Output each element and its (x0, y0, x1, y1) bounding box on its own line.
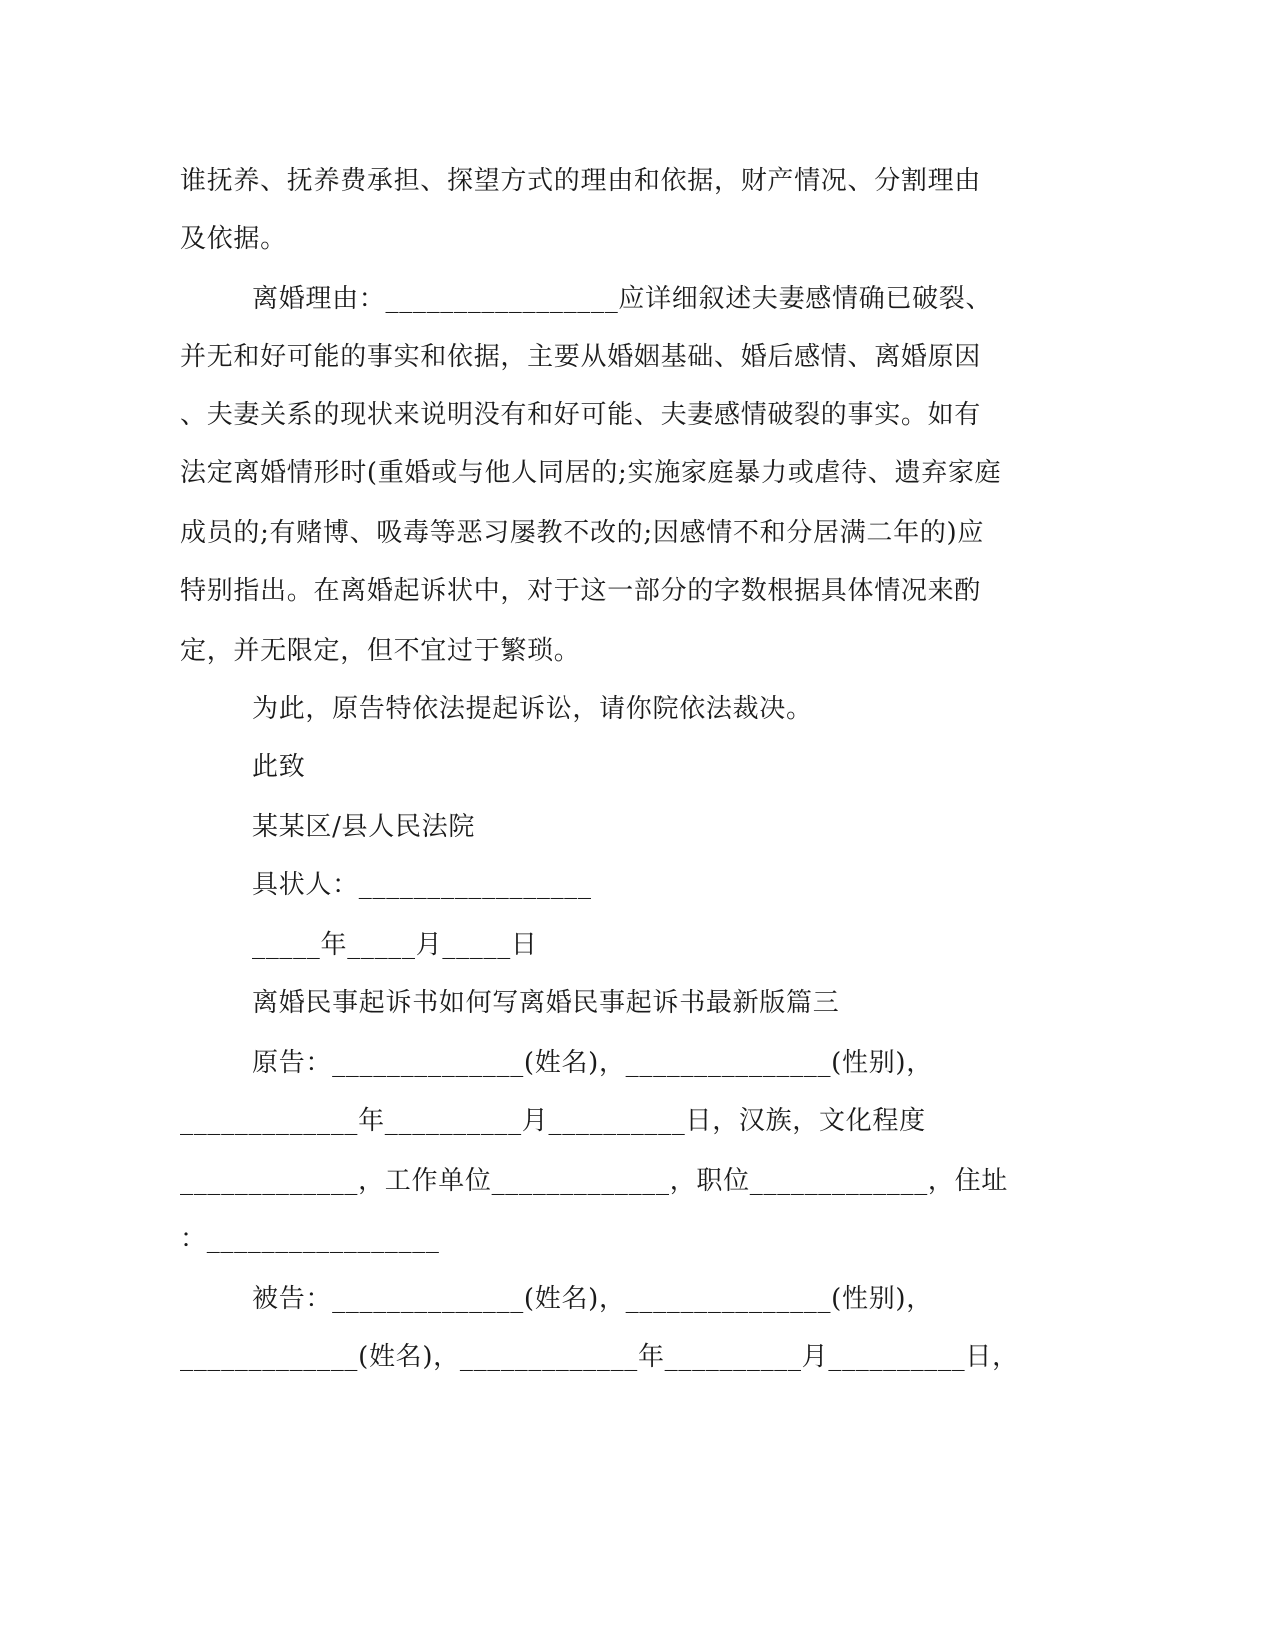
salutation: 此致 (252, 752, 306, 782)
divorce-reason-line: 离婚理由：_________________应详细叙述夫妻感情确已破裂、 (252, 284, 993, 314)
body-line-7: 成员的;有赌博、吸毒等恶习屡教不改的;因感情不和分居满二年的)应 (180, 518, 985, 548)
body-line-5: 、夫妻关系的现状来说明没有和好可能、夫妻感情破裂的事实。如有 (180, 400, 982, 430)
body-line-4: 并无和好可能的事实和依据，主要从婚姻基础、婚后感情、离婚原因 (180, 342, 982, 372)
section-heading: 离婚民事起诉书如何写离婚民事起诉书最新版篇三 (252, 988, 840, 1018)
plaintiff-work-line: _____________，工作单位_____________，职位_____________，住址 (180, 1166, 1009, 1196)
body-line-9: 定，并无限定，但不宜过于繁琐。 (180, 636, 581, 666)
body-line-2: 及依据。 (180, 224, 287, 254)
defendant-birth-line: _____________(姓名)，_____________年__________月__________日， (180, 1342, 1019, 1372)
plaintiff-line: 原告：______________(姓名)，_______________(性别)， (252, 1048, 933, 1078)
plaintiff-address-line: ：_________________ (180, 1224, 440, 1254)
body-line-1: 谁抚养、抚养费承担、探望方式的理由和依据，财产情况、分割理由 (180, 166, 982, 196)
signer-line: 具状人：_________________ (252, 870, 592, 900)
body-line-6: 法定离婚情形时(重婚或与他人同居的;实施家庭暴力或虐待、遗弃家庭 (180, 458, 1002, 488)
closing-statement: 为此，原告特依法提起诉讼，请你院依法裁决。 (252, 694, 813, 724)
body-line-8: 特别指出。在离婚起诉状中，对于这一部分的字数根据具体情况来酌 (180, 576, 982, 606)
date-line: _____年_____月_____日 (252, 930, 538, 960)
defendant-line: 被告：______________(姓名)，_______________(性别)， (252, 1284, 933, 1314)
plaintiff-birth-line: _____________年__________月__________日，汉族，文化程度 (180, 1106, 926, 1136)
court-name: 某某区/县人民法院 (252, 812, 476, 842)
